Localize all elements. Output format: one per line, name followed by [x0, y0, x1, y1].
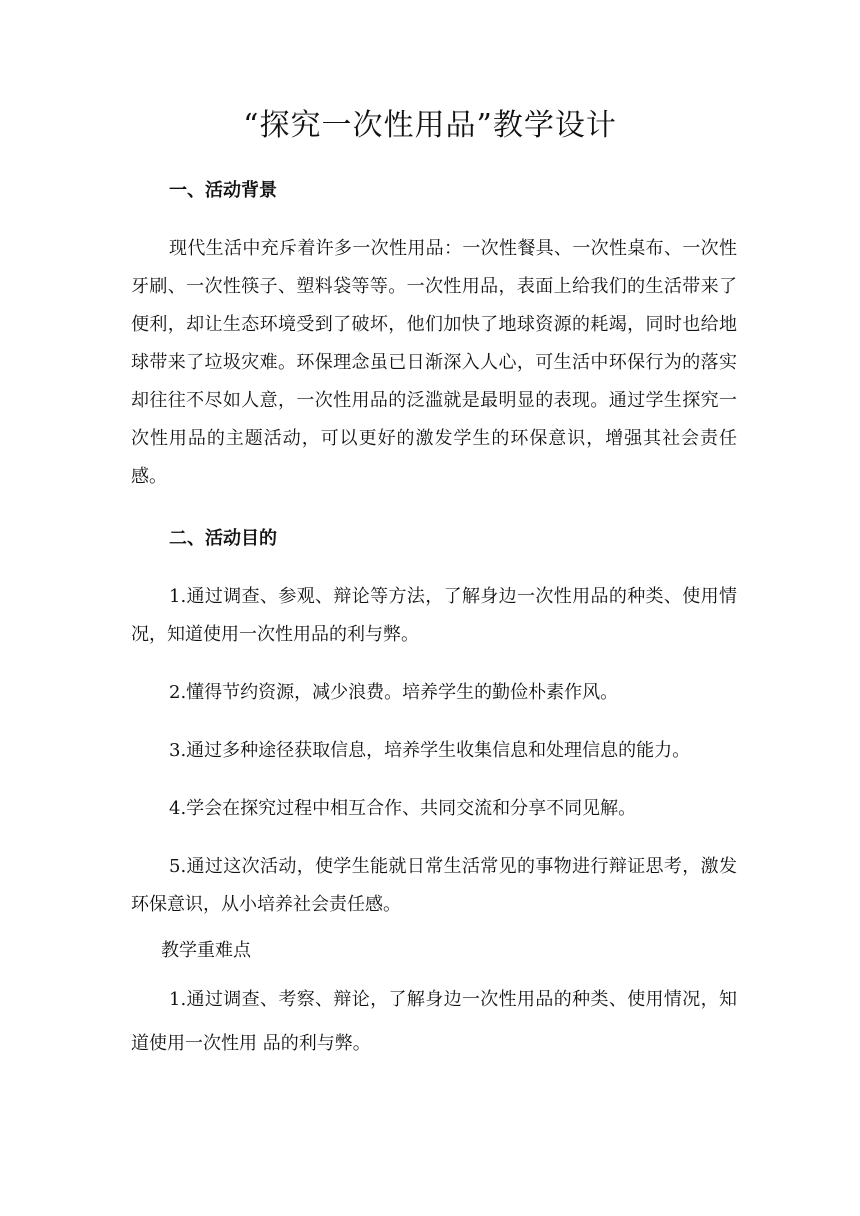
section-heading-purpose: 二、活动目的: [169, 528, 277, 549]
key-points-heading: 教学重难点: [161, 940, 251, 961]
background-paragraph: 现代生活中充斥着许多一次性用品：一次性餐具、一次性桌布、一次性牙刷、一次性筷子、塑料袋等等。一次性用品，表面上给我们的生活带来了便利，却让生态环境受到了破坏，他们加快了地球资源的耗竭，同时也给地球带来了垃圾灾难。环保理念虽已日渐深入人心，可生活中环保行为的落实却往往不尽如人意，一次性用品的泛滥就是最明显的表现。通过学生探究一次性用品的主题活动，可以更好的激发学生的环保意识，增强其社会责任感。: [131, 238, 737, 487]
section-heading-background: 一、活动背景: [169, 180, 277, 201]
key-point-item-1: 1.通过调查、考察、辩论，了解身边一次性用品的种类、使用情况，知道使用一次性用 品的利与弊。: [131, 989, 737, 1054]
purpose-item-4: 4.学会在探究过程中相互合作、共同交流和分享不同见解。: [169, 798, 637, 819]
document-body: [131, 172, 737, 1066]
purpose-item-3: 3.通过多种途径获取信息，培养学生收集信息和处理信息的能力。: [169, 740, 691, 761]
purpose-item-1: 1.通过调查、参观、辩论等方法，了解身边一次性用品的种类、使用情况，知道使用一次性用品的利与弊。: [131, 586, 737, 645]
document-title: “探究一次性用品”教学设计: [243, 108, 617, 143]
purpose-item-2: 2.懂得节约资源，减少浪费。培养学生的勤俭朴素作风。: [169, 682, 619, 703]
purpose-item-5: 5.通过这次活动，使学生能就日常生活常见的事物进行辩证思考，激发环保意识，从小培养社会责任感。: [131, 856, 737, 915]
